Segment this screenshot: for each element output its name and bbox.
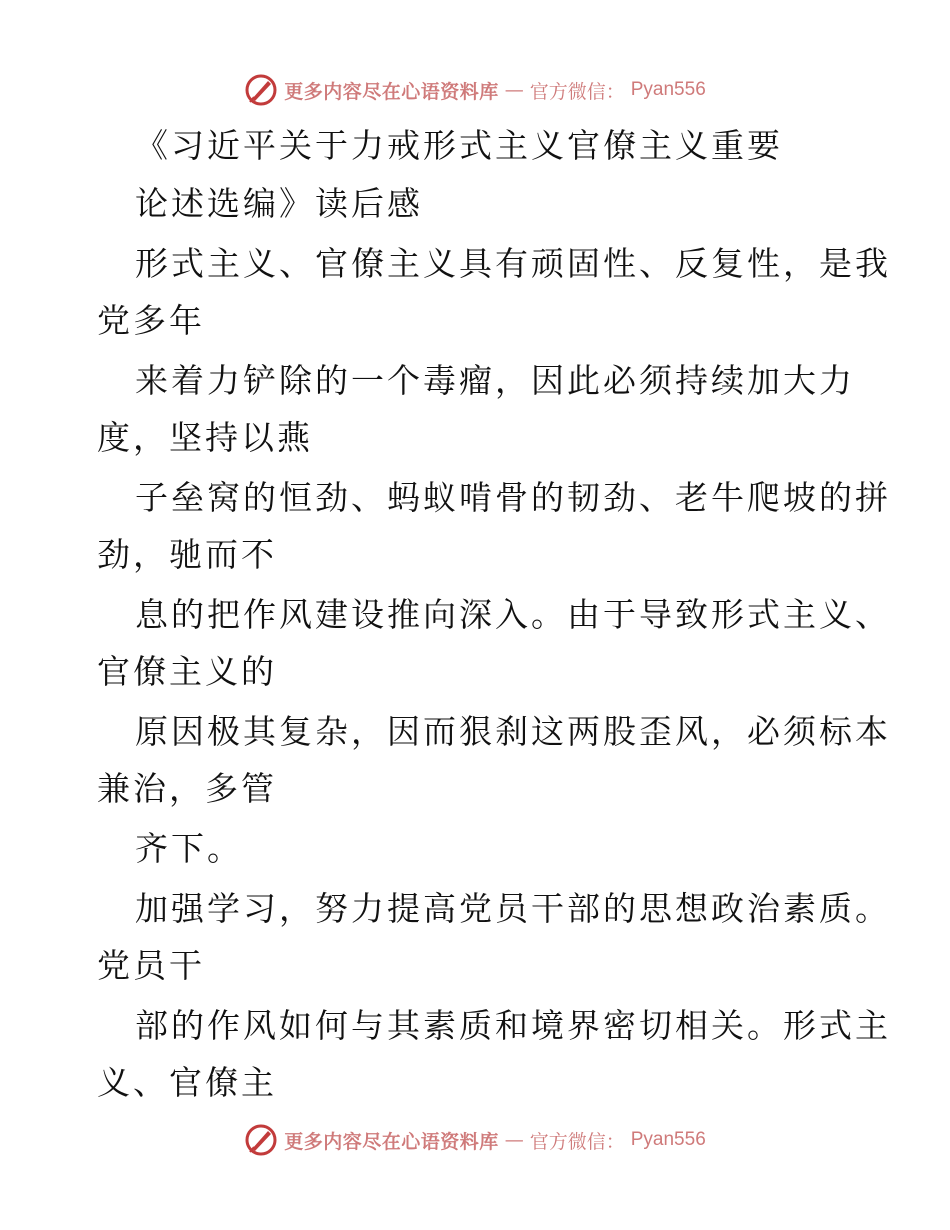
paragraph-line: 息的把作风建设推向深入。由于导致形式主义、 (135, 595, 891, 634)
watermark-separator: — (504, 79, 524, 101)
watermark-banner-top (0, 70, 950, 110)
paragraph-line: 部的作风如何与其素质和境界密切相关。形式主 (135, 1006, 891, 1045)
document-title-line-1: 《习近平关于力戒形式主义官僚主义重要 (135, 126, 783, 165)
watermark-text: 更多内容尽在心语资料库 (284, 1130, 499, 1153)
watermark-wechat-id: Pyan556 (630, 1129, 706, 1150)
watermark-text: 更多内容尽在心语资料库 (284, 80, 499, 103)
quill-logo-icon (244, 1123, 278, 1157)
watermark-wechat-label: 官方微信： (529, 1130, 625, 1153)
watermark-wechat-id: Pyan556 (630, 79, 706, 100)
document-title-line-2: 论述选编》读后感 (135, 184, 423, 223)
watermark-separator: — (504, 1129, 524, 1151)
paragraph-line: 兼治，多管 (97, 769, 277, 808)
paragraph-line: 度，坚持以燕 (97, 418, 313, 457)
paragraph-line: 形式主义、官僚主义具有顽固性、反复性，是我 (135, 244, 891, 283)
paragraph-line: 义、官僚主 (97, 1063, 277, 1102)
paragraph-line: 子垒窝的恒劲、蚂蚁啃骨的韧劲、老牛爬坡的拼 (135, 478, 891, 517)
paragraph-line: 加强学习，努力提高党员干部的思想政治素质。 (135, 889, 891, 928)
watermark-wechat-label: 官方微信： (529, 80, 625, 103)
paragraph-line: 原因极其复杂，因而狠刹这两股歪风，必须标本 (135, 712, 891, 751)
paragraph-line: 齐下。 (135, 829, 243, 868)
paragraph-line: 劲，驰而不 (97, 535, 277, 574)
quill-logo-icon (244, 73, 278, 107)
paragraph-line: 党员干 (97, 946, 205, 985)
paragraph-line: 党多年 (97, 301, 205, 340)
paragraph-line: 官僚主义的 (97, 652, 277, 691)
paragraph-line: 来着力铲除的一个毒瘤，因此必须持续加大力 (135, 361, 855, 400)
watermark-banner-bottom (0, 1120, 950, 1160)
